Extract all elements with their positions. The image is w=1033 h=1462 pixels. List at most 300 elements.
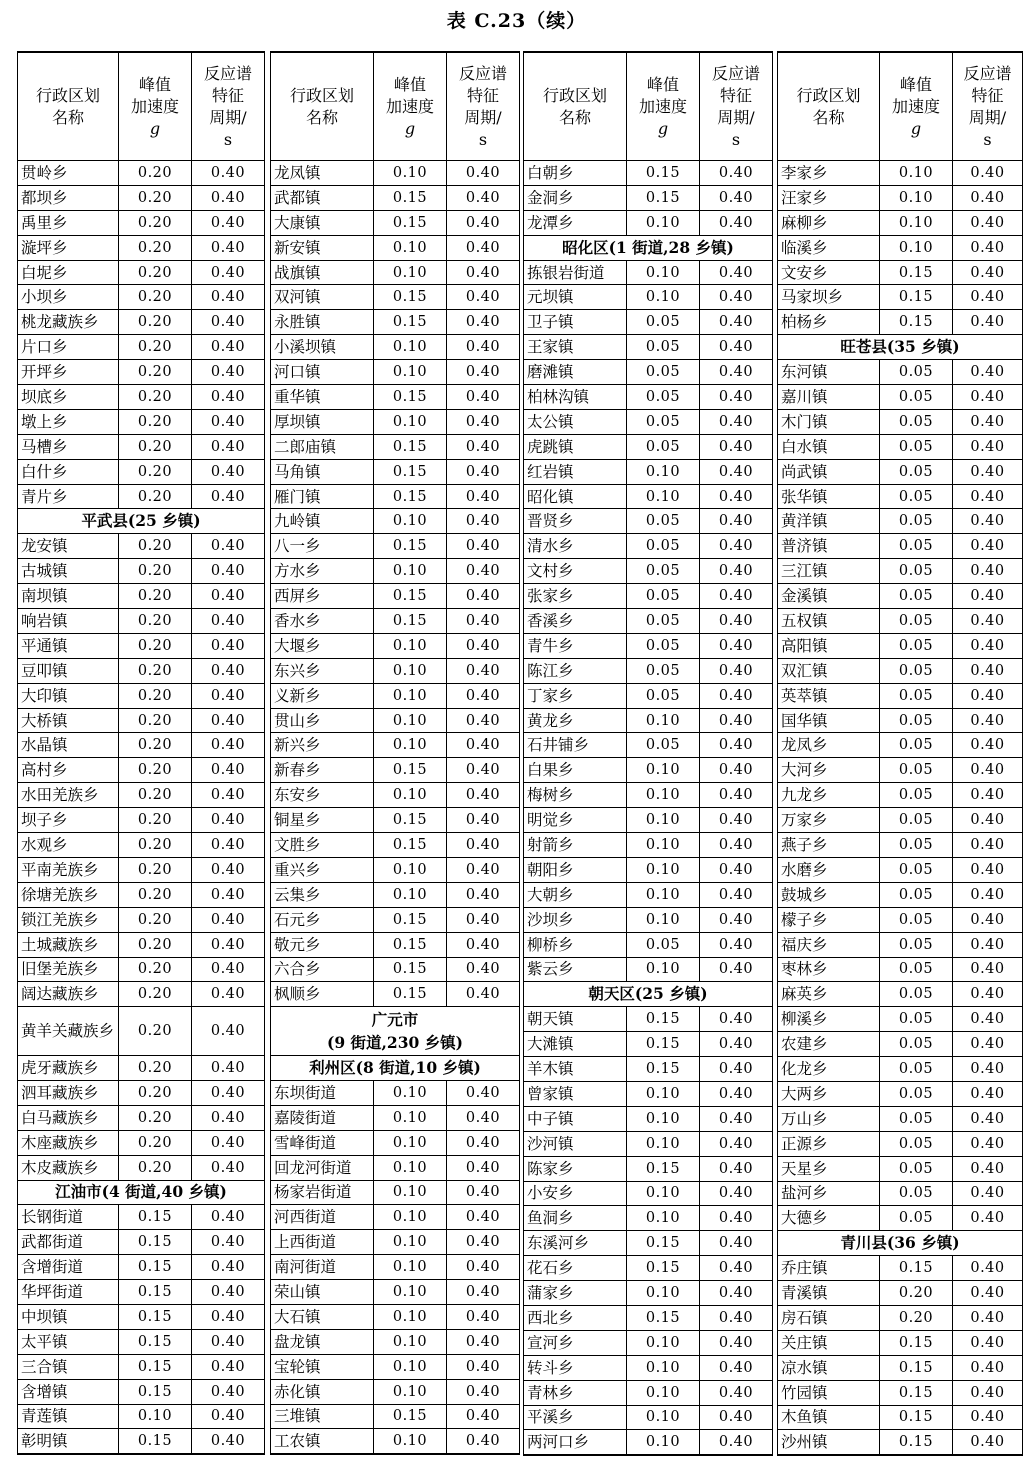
peak-acceleration-cell: 0.05 [627,534,700,559]
section-row [524,982,773,1007]
region-name-cell: 大两乡 [778,1081,880,1106]
region-name-cell: 平南羌族乡 [18,857,119,882]
characteristic-period-cell: 0.40 [700,1380,773,1405]
characteristic-period-cell: 0.40 [447,360,520,385]
region-name-cell: 三合镇 [18,1354,119,1379]
section-heading: 平武县(25 乡镇) [18,509,265,534]
table-row [778,310,1023,335]
peak-acceleration-cell: 0.15 [880,1430,953,1455]
characteristic-period-cell: 0.40 [953,584,1023,609]
region-name-cell: 五权镇 [778,609,880,634]
table-row [524,1330,773,1355]
characteristic-period-cell: 0.40 [192,783,265,808]
characteristic-period-cell: 0.40 [447,1155,520,1180]
header-characteristic-period [447,52,520,161]
peak-acceleration-cell: 0.05 [880,559,953,584]
region-name-cell: 拣银岩街道 [524,260,627,285]
characteristic-period-cell: 0.40 [192,1255,265,1280]
table-row [271,1105,520,1130]
peak-acceleration-cell: 0.10 [374,683,447,708]
region-name-cell: 水晶镇 [18,733,119,758]
peak-acceleration-cell: 0.15 [374,982,447,1007]
characteristic-period-cell: 0.40 [953,285,1023,310]
peak-acceleration-cell: 0.05 [880,1156,953,1181]
header-characteristic-period-line: 反应谱 [711,63,760,83]
table-row [778,534,1023,559]
characteristic-period-cell: 0.40 [192,310,265,335]
peak-acceleration-cell: 0.20 [119,360,192,385]
characteristic-period-cell: 0.40 [953,1380,1023,1405]
table-row [778,733,1023,758]
region-name-cell: 贯山乡 [271,708,374,733]
region-name-cell: 平通镇 [18,633,119,658]
peak-acceleration-cell: 0.20 [119,633,192,658]
region-name-cell: 锁江羌族乡 [18,907,119,932]
peak-acceleration-cell: 0.10 [880,235,953,260]
characteristic-period-cell: 0.40 [447,1304,520,1329]
characteristic-period-cell: 0.40 [192,1354,265,1379]
header-peak-acceleration-line: 峰值 [646,74,679,94]
table-column-2 [270,51,520,1455]
region-name-cell: 回龙河街道 [271,1155,374,1180]
table-row [778,235,1023,260]
characteristic-period-cell: 0.40 [700,1156,773,1181]
peak-acceleration-cell: 0.05 [627,335,700,360]
characteristic-period-cell: 0.40 [192,1429,265,1454]
peak-acceleration-cell: 0.05 [880,1131,953,1156]
region-name-cell: 新安镇 [271,235,374,260]
section-row [778,1231,1023,1256]
header-name-line: 名称 [558,107,591,127]
header-characteristic-period-line: s [223,129,233,149]
characteristic-period-cell: 0.40 [192,683,265,708]
characteristic-period-cell: 0.40 [953,1330,1023,1355]
section-row [18,1180,265,1205]
region-name-cell: 青牛乡 [524,633,627,658]
table-row [271,733,520,758]
table-row [524,161,773,186]
characteristic-period-cell: 0.40 [192,185,265,210]
table-row [778,360,1023,385]
peak-acceleration-cell: 0.15 [374,957,447,982]
table-row [778,1305,1023,1330]
region-name-cell: 太平镇 [18,1329,119,1354]
peak-acceleration-cell: 0.05 [627,310,700,335]
table-row [18,733,265,758]
table-row [524,260,773,285]
peak-acceleration-cell: 0.20 [119,982,192,1007]
region-name-cell: 花石乡 [524,1256,627,1281]
peak-acceleration-cell: 0.10 [374,1429,447,1454]
characteristic-period-cell: 0.40 [700,385,773,410]
region-name-cell: 古城镇 [18,559,119,584]
region-name-cell: 普济镇 [778,534,880,559]
table-row [271,484,520,509]
table-row [524,1206,773,1231]
header-peak-acceleration-line: 加速度 [638,96,687,116]
characteristic-period-cell: 0.40 [700,733,773,758]
table-row [778,1256,1023,1281]
peak-acceleration-cell: 0.15 [119,1354,192,1379]
table-row [271,185,520,210]
table-row [271,882,520,907]
peak-acceleration-cell: 0.10 [119,1404,192,1429]
peak-acceleration-cell: 0.20 [880,1281,953,1306]
table-row [18,857,265,882]
table-row [271,559,520,584]
header-characteristic-period-line: 特征 [719,85,752,105]
characteristic-period-cell: 0.40 [192,335,265,360]
table-row [524,783,773,808]
peak-acceleration-cell: 0.10 [627,1131,700,1156]
table-row [524,932,773,957]
peak-acceleration-cell: 0.10 [374,161,447,186]
characteristic-period-cell: 0.40 [447,260,520,285]
peak-acceleration-cell: 0.10 [374,733,447,758]
characteristic-period-cell: 0.40 [700,882,773,907]
section-heading: 利州区(8 街道,10 乡镇) [271,1056,520,1081]
characteristic-period-cell: 0.40 [447,1404,520,1429]
peak-acceleration-cell: 0.15 [374,434,447,459]
region-name-cell: 金溪镇 [778,584,880,609]
region-name-cell: 雪峰街道 [271,1130,374,1155]
table-row [271,1304,520,1329]
characteristic-period-cell: 0.40 [953,235,1023,260]
characteristic-period-cell: 0.40 [192,633,265,658]
peak-acceleration-cell: 0.10 [627,1081,700,1106]
table-row [271,1255,520,1280]
characteristic-period-cell: 0.40 [447,957,520,982]
table-row [18,434,265,459]
table-row [18,907,265,932]
table-row [778,633,1023,658]
table-row [18,1105,265,1130]
region-name-cell: 小安乡 [524,1181,627,1206]
characteristic-period-cell: 0.40 [700,957,773,982]
characteristic-period-cell: 0.40 [447,683,520,708]
region-name-cell: 转斗乡 [524,1355,627,1380]
characteristic-period-cell: 0.40 [192,484,265,509]
table-row [524,683,773,708]
characteristic-period-cell: 0.40 [447,1354,520,1379]
region-name-cell: 都坝乡 [18,185,119,210]
peak-acceleration-cell: 0.20 [119,335,192,360]
table-row [778,559,1023,584]
header-name-line: 行政区划 [542,85,607,105]
region-name-cell: 东安乡 [271,783,374,808]
peak-acceleration-cell: 0.05 [880,957,953,982]
region-name-cell: 河西街道 [271,1205,374,1230]
characteristic-period-cell: 0.40 [447,1280,520,1305]
region-name-cell: 农建乡 [778,1032,880,1057]
table-row [524,1256,773,1281]
characteristic-period-cell: 0.40 [447,1230,520,1255]
characteristic-period-cell: 0.40 [192,161,265,186]
characteristic-period-cell: 0.40 [953,260,1023,285]
peak-acceleration-cell: 0.15 [119,1329,192,1354]
peak-acceleration-cell: 0.10 [374,1105,447,1130]
region-name-cell: 大朝乡 [524,882,627,907]
characteristic-period-cell: 0.40 [447,285,520,310]
peak-acceleration-cell: 0.20 [119,907,192,932]
peak-acceleration-cell: 0.10 [627,907,700,932]
region-name-cell: 东河镇 [778,360,880,385]
region-name-cell: 双汇镇 [778,658,880,683]
header-peak-acceleration-line: 加速度 [891,96,940,116]
region-name-cell: 鼓城乡 [778,882,880,907]
region-name-cell: 黄羊关藏族乡 [18,1007,119,1056]
peak-acceleration-cell: 0.20 [119,733,192,758]
table-row [778,509,1023,534]
table-row [271,1329,520,1354]
peak-acceleration-cell: 0.05 [880,1181,953,1206]
peak-acceleration-cell: 0.15 [374,185,447,210]
characteristic-period-cell: 0.40 [447,733,520,758]
characteristic-period-cell: 0.40 [447,633,520,658]
characteristic-period-cell: 0.40 [953,733,1023,758]
characteristic-period-cell: 0.40 [953,609,1023,634]
header-characteristic-period-line: 周期/ [209,107,247,127]
section-heading: 青川县(36 乡镇) [778,1231,1023,1256]
characteristic-period-cell: 0.40 [447,434,520,459]
characteristic-period-cell: 0.40 [700,484,773,509]
region-name-cell: 河口镇 [271,360,374,385]
characteristic-period-cell: 0.40 [953,1081,1023,1106]
characteristic-period-cell: 0.40 [192,708,265,733]
characteristic-period-cell: 0.40 [953,310,1023,335]
characteristic-period-cell: 0.40 [953,1057,1023,1082]
header-name [271,52,374,161]
table-row [778,658,1023,683]
header-peak-acceleration-line: g [910,118,922,138]
peak-acceleration-cell: 0.20 [119,260,192,285]
characteristic-period-cell: 0.40 [447,335,520,360]
table-row [524,185,773,210]
region-name-cell: 片口乡 [18,335,119,360]
region-name-cell: 八一乡 [271,534,374,559]
section-heading: 昭化区(1 街道,28 乡镇) [524,235,773,260]
region-name-cell: 西屏乡 [271,584,374,609]
peak-acceleration-cell: 0.05 [627,434,700,459]
table-row [271,161,520,186]
peak-acceleration-cell: 0.05 [880,882,953,907]
peak-acceleration-cell: 0.15 [627,1305,700,1330]
characteristic-period-cell: 0.40 [447,857,520,882]
peak-acceleration-cell: 0.20 [119,758,192,783]
region-name-cell: 凉水镇 [778,1355,880,1380]
table-row [18,210,265,235]
characteristic-period-cell: 0.40 [192,434,265,459]
characteristic-period-cell: 0.40 [447,185,520,210]
region-name-cell: 东兴乡 [271,658,374,683]
region-name-cell: 陈家乡 [524,1156,627,1181]
table-row [18,708,265,733]
table-row [778,907,1023,932]
table-row [18,1056,265,1081]
region-name-cell: 英萃镇 [778,683,880,708]
peak-acceleration-cell: 0.10 [627,808,700,833]
region-name-cell: 张华镇 [778,484,880,509]
table-row [778,1330,1023,1355]
characteristic-period-cell: 0.40 [192,285,265,310]
peak-acceleration-cell: 0.05 [627,360,700,385]
header-peak-acceleration-line: 峰值 [138,74,171,94]
header-characteristic-period-line: 周期/ [968,107,1007,127]
characteristic-period-cell: 0.40 [700,1181,773,1206]
peak-acceleration-cell: 0.10 [627,1206,700,1231]
table-row [524,609,773,634]
table-row [778,285,1023,310]
table-row [524,484,773,509]
peak-acceleration-cell: 0.15 [880,1256,953,1281]
region-name-cell: 木座藏族乡 [18,1130,119,1155]
region-name-cell: 九龙乡 [778,783,880,808]
table-row [271,360,520,385]
region-name-cell: 紫云乡 [524,957,627,982]
header-name-line: 名称 [51,107,84,127]
region-name-cell: 华坪街道 [18,1280,119,1305]
characteristic-period-cell: 0.40 [192,534,265,559]
peak-acceleration-cell: 0.05 [627,409,700,434]
characteristic-period-cell: 0.40 [447,1130,520,1155]
peak-acceleration-cell: 0.10 [880,185,953,210]
region-name-cell: 东坝街道 [271,1080,374,1105]
table-row [271,409,520,434]
peak-acceleration-cell: 0.10 [627,1430,700,1455]
table-row [271,235,520,260]
characteristic-period-cell: 0.40 [192,584,265,609]
characteristic-period-cell: 0.40 [953,1032,1023,1057]
table-row [778,982,1023,1007]
region-name-cell: 房石镇 [778,1305,880,1330]
table-row [18,1230,265,1255]
peak-acceleration-cell: 0.10 [374,1180,447,1205]
table-row [524,733,773,758]
table-row [271,459,520,484]
peak-acceleration-cell: 0.10 [374,708,447,733]
region-name-cell: 坝底乡 [18,385,119,410]
characteristic-period-cell: 0.40 [953,658,1023,683]
peak-acceleration-cell: 0.10 [627,459,700,484]
region-name-cell: 大堰乡 [271,633,374,658]
table-row [18,633,265,658]
peak-acceleration-cell: 0.10 [374,658,447,683]
peak-acceleration-cell: 0.20 [119,1056,192,1081]
characteristic-period-cell: 0.40 [447,758,520,783]
table-row [18,658,265,683]
table-row [524,1305,773,1330]
region-name-cell: 含增镇 [18,1379,119,1404]
peak-acceleration-cell: 0.10 [374,783,447,808]
table-row [524,559,773,584]
header-name-line: 行政区划 [796,85,861,105]
peak-acceleration-cell: 0.15 [627,1032,700,1057]
region-name-cell: 响岩镇 [18,609,119,634]
table-column-4 [777,51,1023,1456]
table-row [271,534,520,559]
peak-acceleration-cell: 0.05 [880,459,953,484]
section-heading-line: 广元市 [371,1010,419,1030]
peak-acceleration-cell: 0.10 [627,1405,700,1430]
region-name-cell: 东溪河乡 [524,1231,627,1256]
characteristic-period-cell: 0.40 [700,509,773,534]
peak-acceleration-cell: 0.10 [627,857,700,882]
table-row [18,1280,265,1305]
region-name-cell: 枫顺乡 [271,982,374,1007]
table-row [778,1156,1023,1181]
table-column-3 [523,51,773,1456]
characteristic-period-cell: 0.40 [192,210,265,235]
region-name-cell: 大滩镇 [524,1032,627,1057]
region-name-cell: 平溪乡 [524,1405,627,1430]
characteristic-period-cell: 0.40 [953,484,1023,509]
characteristic-period-cell: 0.40 [700,833,773,858]
table-row [524,708,773,733]
peak-acceleration-cell: 0.10 [374,882,447,907]
peak-acceleration-cell: 0.10 [374,335,447,360]
region-name-cell: 香溪乡 [524,609,627,634]
characteristic-period-cell: 0.40 [953,982,1023,1007]
peak-acceleration-cell: 0.10 [374,1304,447,1329]
table-row [271,633,520,658]
peak-acceleration-cell: 0.20 [119,708,192,733]
table-row [524,857,773,882]
region-name-cell: 三堆镇 [271,1404,374,1429]
table-row [524,1405,773,1430]
characteristic-period-cell: 0.40 [700,683,773,708]
region-name-cell: 战旗镇 [271,260,374,285]
peak-acceleration-cell: 0.10 [374,409,447,434]
table-row [524,1430,773,1455]
table-row [18,1080,265,1105]
region-name-cell: 香水乡 [271,609,374,634]
characteristic-period-cell: 0.40 [700,907,773,932]
table-row [524,1181,773,1206]
table-row [778,484,1023,509]
characteristic-period-cell: 0.40 [192,1130,265,1155]
region-name-cell: 中坝镇 [18,1304,119,1329]
characteristic-period-cell: 0.40 [447,808,520,833]
table-row [524,808,773,833]
table-row [778,1430,1023,1455]
region-name-cell: 化龙乡 [778,1057,880,1082]
table-row [778,882,1023,907]
table-row [524,957,773,982]
region-name-cell: 青片乡 [18,484,119,509]
characteristic-period-cell: 0.40 [700,1032,773,1057]
table-row [271,1130,520,1155]
region-name-cell: 彰明镇 [18,1429,119,1454]
characteristic-period-cell: 0.40 [700,1206,773,1231]
peak-acceleration-cell: 0.05 [880,1057,953,1082]
region-name-cell: 武都镇 [271,185,374,210]
characteristic-period-cell: 0.40 [700,1281,773,1306]
peak-acceleration-cell: 0.10 [627,210,700,235]
characteristic-period-cell: 0.40 [700,285,773,310]
region-name-cell: 麻柳乡 [778,210,880,235]
table-row [271,1379,520,1404]
region-name-cell: 南河街道 [271,1255,374,1280]
table-row [778,932,1023,957]
characteristic-period-cell: 0.40 [953,1256,1023,1281]
peak-acceleration-cell: 0.05 [880,1206,953,1231]
characteristic-period-cell: 0.40 [447,310,520,335]
table-row [524,509,773,534]
table-row [524,1131,773,1156]
table-row [778,857,1023,882]
region-name-cell: 万山乡 [778,1106,880,1131]
characteristic-period-cell: 0.40 [447,658,520,683]
